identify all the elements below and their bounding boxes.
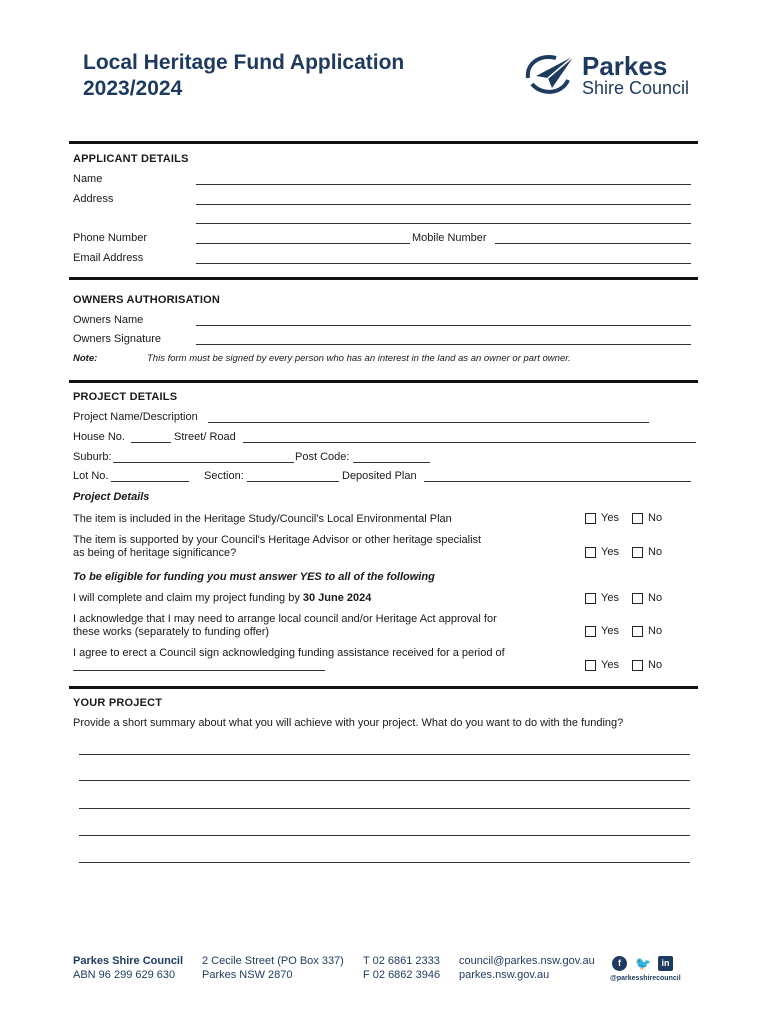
summary-line[interactable] [79,808,690,809]
project-heading: PROJECT DETAILS [73,391,178,403]
q4-yes-checkbox[interactable] [585,626,596,637]
phone-label: Phone Number [73,232,147,244]
street-label: Street/ Road [174,431,236,443]
section-divider [69,277,698,280]
section-label: Section: [204,470,244,482]
q3-prefix: I will complete and claim my project funding by [73,592,303,604]
deposited-plan-field[interactable] [424,481,691,482]
yes-label: Yes [601,512,619,524]
no-label: No [648,625,663,637]
yes-label: Yes [601,546,619,558]
q3-no-checkbox[interactable] [632,593,643,604]
note-label: Note: [73,353,98,364]
no-label: No [648,546,663,558]
lot-no-label: Lot No. [73,470,109,482]
question-heritage-advisor-line-2: as being of heritage significance? [73,547,237,559]
twitter-icon[interactable]: 🐦 [635,956,652,971]
question-complete-by [73,592,371,604]
q4-no-checkbox[interactable] [632,626,643,637]
title-line-2: 2023/2024 [83,77,183,100]
no-label: No [648,659,663,671]
suburb-label: Suburb: [73,451,112,463]
footer-address [202,954,344,982]
phone-field[interactable] [196,243,410,244]
q3-yes-checkbox[interactable] [585,593,596,604]
owners-name-field[interactable] [196,325,691,326]
paper-plane-logo-icon [522,50,578,100]
footer-address-line-2: Parkes NSW 2870 [202,969,293,981]
footer-email-link[interactable]: council@parkes.nsw.gov.au [459,955,595,967]
yes-label: Yes [601,659,619,671]
your-project-heading: YOUR PROJECT [73,697,163,709]
footer-org [73,954,183,982]
section-divider [69,686,698,689]
question-approval-line-2: these works (separately to funding offer) [73,626,270,638]
house-no-label: House No. [73,431,125,443]
email-label: Email Address [73,252,144,264]
logo-word-shire-council: Shire Council [582,78,690,98]
address-field-line-1[interactable] [196,204,691,205]
q1-no-option[interactable] [632,512,662,524]
section-field[interactable] [247,481,339,482]
title-line-1: Local Heritage Fund Application [83,51,405,74]
project-details-subheading: Project Details [73,491,150,503]
yes-label: Yes [601,592,619,604]
street-field[interactable] [243,442,696,443]
q3-yes-option[interactable] [585,592,619,604]
owners-heading: OWNERS AUTHORISATION [73,294,220,306]
no-label: No [648,512,663,524]
q1-yes-checkbox[interactable] [585,513,596,524]
q2-no-checkbox[interactable] [632,547,643,558]
q2-yes-checkbox[interactable] [585,547,596,558]
mobile-label: Mobile Number [412,232,487,244]
owners-signature-field[interactable] [196,344,691,345]
footer-abn: ABN 96 299 629 630 [73,969,176,981]
postcode-field[interactable] [353,462,430,463]
summary-line[interactable] [79,780,690,781]
address-label: Address [73,193,114,205]
q1-yes-option[interactable] [585,512,619,524]
suburb-field[interactable] [113,462,294,463]
yes-label: Yes [601,625,619,637]
note-text: This form must be signed by every person who has an interest in the land as an owner or part owner. [147,353,571,364]
q5-no-option[interactable] [632,659,662,671]
postcode-label: Post Code: [295,451,350,463]
no-label: No [648,592,663,604]
question-approval-line-1: I acknowledge that I may need to arrange local council and/or Heritage Act approval for [73,613,497,625]
question-council-sign: I agree to erect a Council sign acknowledging funding assistance received for a period of [73,647,505,659]
sign-period-field[interactable] [73,670,325,671]
footer-contact-numbers [363,954,440,982]
address-field-line-2[interactable] [196,223,691,224]
name-label: Name [73,173,103,185]
applicant-heading: APPLICANT DETAILS [73,153,189,165]
summary-line[interactable] [79,835,690,836]
project-name-field[interactable] [208,422,649,423]
q2-no-option[interactable] [632,546,662,558]
footer-fax: F 02 6862 3946 [363,969,441,981]
council-logo [522,50,702,100]
question-heritage-study: The item is included in the Heritage Study/Council's Local Environmental Plan [73,513,452,525]
question-heritage-advisor-line-1: The item is supported by your Council's Heritage Advisor or other heritage specialist [73,534,482,546]
logo-word-parkes: Parkes [582,51,668,81]
q4-yes-option[interactable] [585,625,619,637]
page-title [83,50,463,102]
your-project-prompt: Provide a short summary about what you will achieve with your project. What do you want to do with the funding? [73,717,624,729]
facebook-icon[interactable]: f [612,956,627,971]
footer-website-link[interactable]: parkes.nsw.gov.au [459,969,550,981]
eligibility-heading: To be eligible for funding you must answer YES to all of the following [73,571,435,583]
section-divider [69,380,698,383]
q5-yes-checkbox[interactable] [585,660,596,671]
footer-phone: T 02 6861 2333 [363,955,440,967]
section-divider [69,141,698,144]
linkedin-icon[interactable]: in [658,956,673,971]
q5-no-checkbox[interactable] [632,660,643,671]
q4-no-option[interactable] [632,625,662,637]
social-handle: @parkesshirecouncil [610,975,681,982]
q3-date: 30 June 2024 [302,592,372,604]
footer-org-name: Parkes Shire Council [73,955,184,967]
owners-signature-label: Owners Signature [73,333,162,345]
lot-no-field[interactable] [111,481,189,482]
mobile-field[interactable] [495,243,691,244]
email-field[interactable] [196,263,691,264]
owners-name-label: Owners Name [73,314,144,326]
q1-no-checkbox[interactable] [632,513,643,524]
house-no-field[interactable] [131,442,171,443]
footer-online [459,954,595,982]
footer-address-line-1: 2 Cecile Street (PO Box 337) [202,955,344,967]
q3-no-option[interactable] [632,592,662,604]
q2-yes-option[interactable] [585,546,619,558]
summary-line[interactable] [79,862,690,863]
name-field[interactable] [196,184,691,185]
project-name-label: Project Name/Description [73,411,198,423]
q5-yes-option[interactable] [585,659,619,671]
summary-line[interactable] [79,754,690,755]
deposited-plan-label: Deposited Plan [342,470,417,482]
